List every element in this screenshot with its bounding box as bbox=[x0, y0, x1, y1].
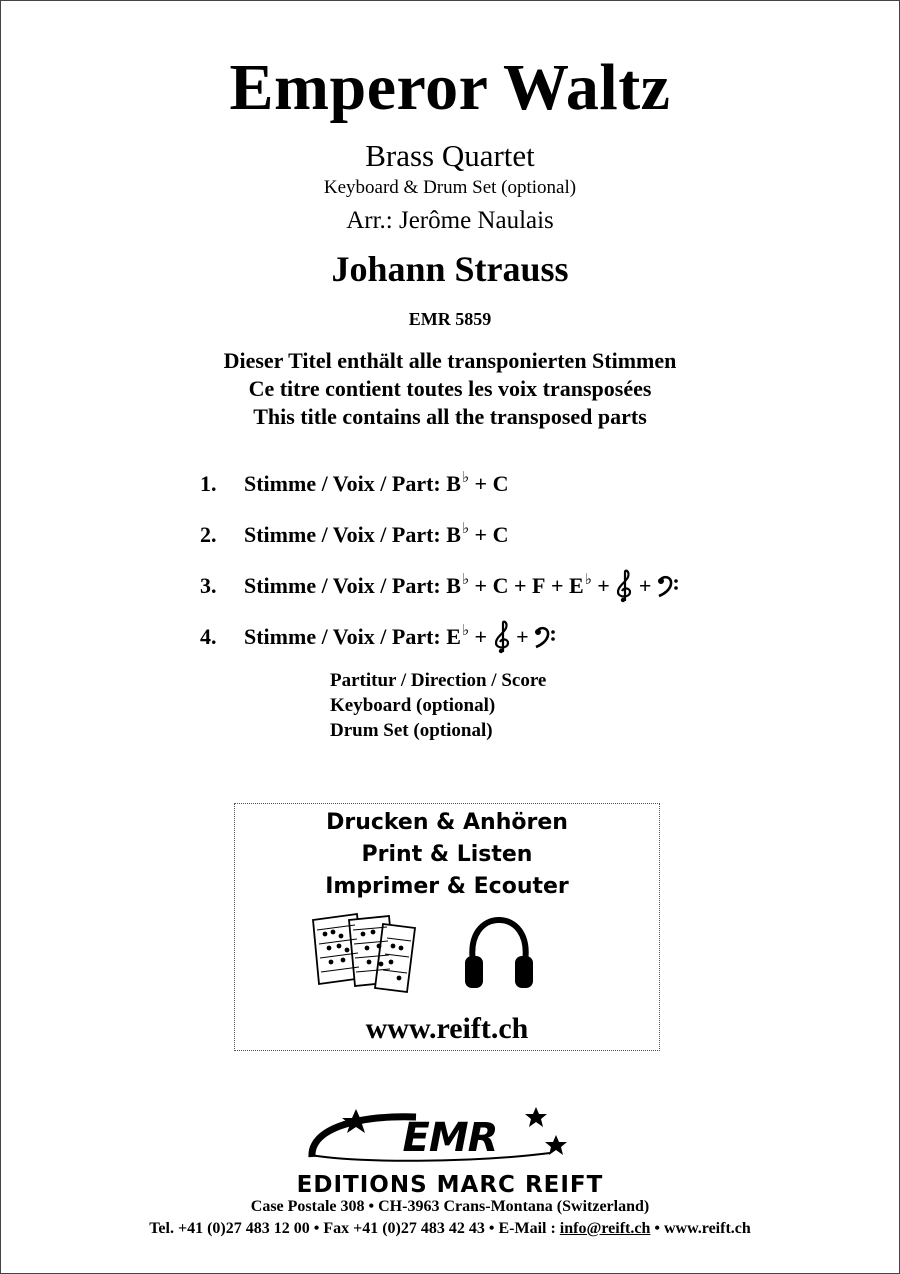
parts-list bbox=[200, 458, 679, 662]
flat-icon: ♭ bbox=[461, 469, 470, 486]
publisher-contact bbox=[0, 1220, 900, 1238]
flat-icon: ♭ bbox=[461, 622, 470, 639]
treble-clef-icon bbox=[615, 569, 633, 603]
plus-sign: + bbox=[469, 572, 493, 598]
promo-line-french: Imprimer & Ecouter bbox=[325, 874, 569, 899]
promo-line-german: Drucken & Anhören bbox=[326, 810, 568, 835]
plus-sign: + bbox=[633, 572, 657, 598]
contact-phone-fax: Tel. +41 (0)27 483 12 00 • Fax +41 (0)27 483 42 43 • E-Mail : bbox=[149, 1220, 560, 1237]
plus-sign: + bbox=[508, 572, 533, 598]
extra-keyboard: Keyboard (optional) bbox=[330, 695, 496, 716]
note-french: Ce titre contient toutes les voix transposées bbox=[248, 376, 652, 401]
plus-sign: + bbox=[591, 572, 616, 598]
instrumentation: Brass Quartet bbox=[365, 138, 535, 173]
part-label: Stimme / Voix / Part: bbox=[244, 470, 447, 496]
treble-clef-icon bbox=[493, 620, 511, 654]
key-label: B♭ bbox=[446, 571, 470, 598]
contact-website[interactable]: • www.reift.ch bbox=[650, 1220, 751, 1237]
part-row bbox=[200, 611, 679, 662]
extra-score: Partitur / Direction / Score bbox=[330, 670, 547, 691]
promo-website[interactable]: www.reift.ch bbox=[365, 1012, 529, 1045]
part-row bbox=[200, 560, 679, 611]
emr-logo bbox=[300, 1105, 600, 1169]
headphones-icon bbox=[463, 916, 535, 992]
plus-sign: + bbox=[469, 470, 493, 496]
part-label: Stimme / Voix / Part: bbox=[244, 521, 447, 547]
publisher-address: Case Postale 308 • CH-3963 Crans-Montana (Switzerland) bbox=[250, 1198, 650, 1215]
sheet-music-icon bbox=[303, 912, 423, 994]
part-number: 3. bbox=[200, 572, 217, 598]
key-label: B♭ bbox=[446, 520, 470, 547]
page-title: Emperor Waltz bbox=[229, 51, 671, 124]
catalog-number: EMR 5859 bbox=[408, 309, 492, 329]
part-row bbox=[200, 509, 679, 560]
part-label: Stimme / Voix / Part: bbox=[244, 623, 447, 649]
bass-clef-icon bbox=[657, 574, 679, 598]
optional-instruments: Keyboard & Drum Set (optional) bbox=[323, 177, 577, 198]
arranger: Arr.: Jerôme Naulais bbox=[346, 207, 554, 234]
note-german: Dieser Titel enthält alle transponierten Stimmen bbox=[223, 348, 677, 373]
key-label: E♭ bbox=[569, 571, 592, 598]
flat-icon: ♭ bbox=[461, 520, 470, 537]
key-label: C bbox=[492, 521, 509, 547]
promo-line-english: Print & Listen bbox=[361, 842, 533, 867]
bass-clef-icon bbox=[534, 625, 556, 649]
key-label: B♭ bbox=[446, 469, 470, 496]
extra-drum-set: Drum Set (optional) bbox=[330, 720, 493, 741]
part-number: 4. bbox=[200, 623, 217, 649]
key-label: C bbox=[492, 572, 509, 598]
plus-sign: + bbox=[510, 623, 535, 649]
part-row bbox=[200, 458, 679, 509]
part-label: Stimme / Voix / Part: bbox=[244, 572, 447, 598]
key-label: E♭ bbox=[446, 622, 470, 649]
flat-icon: ♭ bbox=[584, 571, 592, 588]
plus-sign: + bbox=[545, 572, 570, 598]
flat-icon: ♭ bbox=[461, 571, 470, 588]
part-number: 2. bbox=[200, 521, 217, 547]
key-label: F bbox=[532, 572, 546, 598]
extras-list bbox=[330, 668, 546, 743]
svg-text:EMR: EMR bbox=[402, 1115, 498, 1161]
plus-sign: + bbox=[469, 623, 493, 649]
note-english: This title contains all the transposed parts bbox=[253, 404, 647, 429]
part-number: 1. bbox=[200, 470, 217, 496]
print-listen-box bbox=[234, 803, 660, 1051]
composer: Johann Strauss bbox=[331, 249, 569, 289]
email-link[interactable]: info@reift.ch bbox=[559, 1220, 651, 1237]
publisher-name: EDITIONS MARC REIFT bbox=[296, 1172, 604, 1198]
key-label: C bbox=[492, 470, 509, 496]
plus-sign: + bbox=[469, 521, 493, 547]
